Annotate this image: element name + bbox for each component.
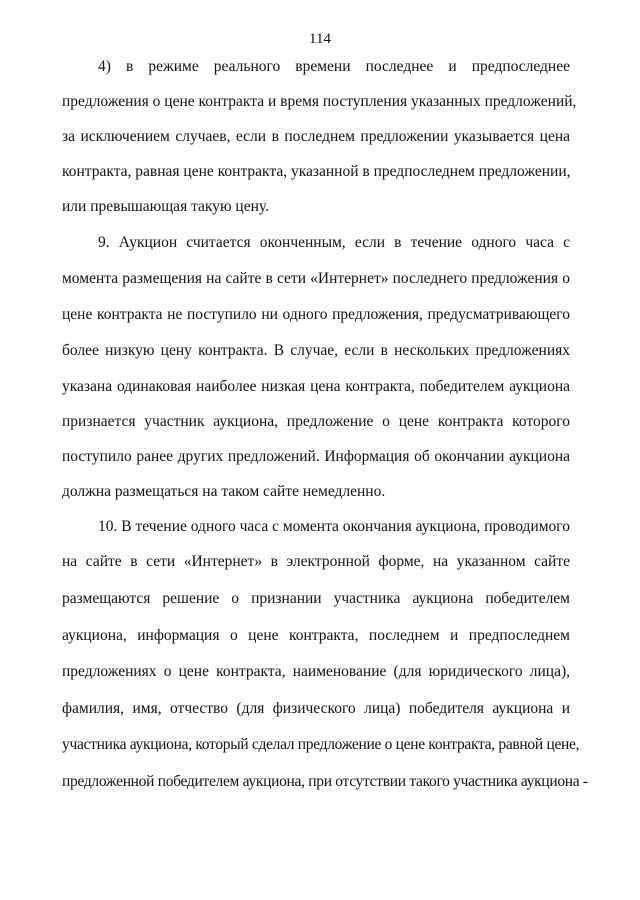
paragraph-10-line-2: на сайте в сети «Интернет» в электронной форме, на указанном сайте [62, 553, 570, 570]
paragraph-10-line-1: 10. В течение одного часа с момента окончания аукциона, проводимого [98, 518, 571, 535]
paragraph-10-line-3: размещаются решение о признании участника аукциона победителем [62, 590, 570, 607]
page-number: 114 [309, 31, 331, 47]
paragraph-9-line-4: более низкую цену контракта. В случае, если в нескольких предложениях [62, 342, 570, 359]
paragraph-4-line-4: контракта, равная цене контракта, указанной в предпоследнем предложении, [62, 163, 571, 180]
paragraph-9-line-1: 9. Аукцион считается оконченным, если в течение одного часа с [98, 234, 570, 251]
paragraph-4-line-2: предложения о цене контракта и время поступления указанных предложений, [62, 93, 577, 110]
paragraph-4-line-5: или превышающая такую цену. [62, 198, 269, 215]
paragraph-9-line-8: должна размещаться на таком сайте немедленно. [62, 483, 386, 500]
paragraph-9-line-7: поступило ранее других предложений. Информация об окончании аукциона [62, 448, 570, 465]
paragraph-10-line-5: предложениях о цене контракта, наименование (для юридического лица), [62, 663, 570, 680]
paragraph-9-line-2: момента размещения на сайте в сети «Интернет» последнего предложения о [62, 270, 570, 287]
paragraph-10-line-8: предложенной победителем аукциона, при отсутствии такого участника аукциона - [62, 773, 588, 790]
paragraph-4-line-3: за исключением случаев, если в последнем предложении указывается цена [62, 128, 570, 145]
paragraph-9-line-5: указана одинаковая наиболее низкая цена контракта, победителем аукциона [62, 378, 570, 395]
paragraph-9-line-6: признается участник аукциона, предложение о цене контракта которого [62, 413, 570, 430]
paragraph-10-line-7: участника аукциона, который сделал предложение о цене контракта, равной цене, [62, 736, 580, 753]
paragraph-10-line-4: аукциона, информация о цене контракта, последнем и предпоследнем [62, 627, 570, 644]
paragraph-10-line-6: фамилия, имя, отчество (для физического лица) победителя аукциона и [62, 700, 570, 717]
paragraph-4-line-1: 4) в режиме реального времени последнее и предпоследнее [98, 58, 570, 75]
paragraph-9-line-3: цене контракта не поступило ни одного предложения, предусматривающего [62, 306, 570, 323]
